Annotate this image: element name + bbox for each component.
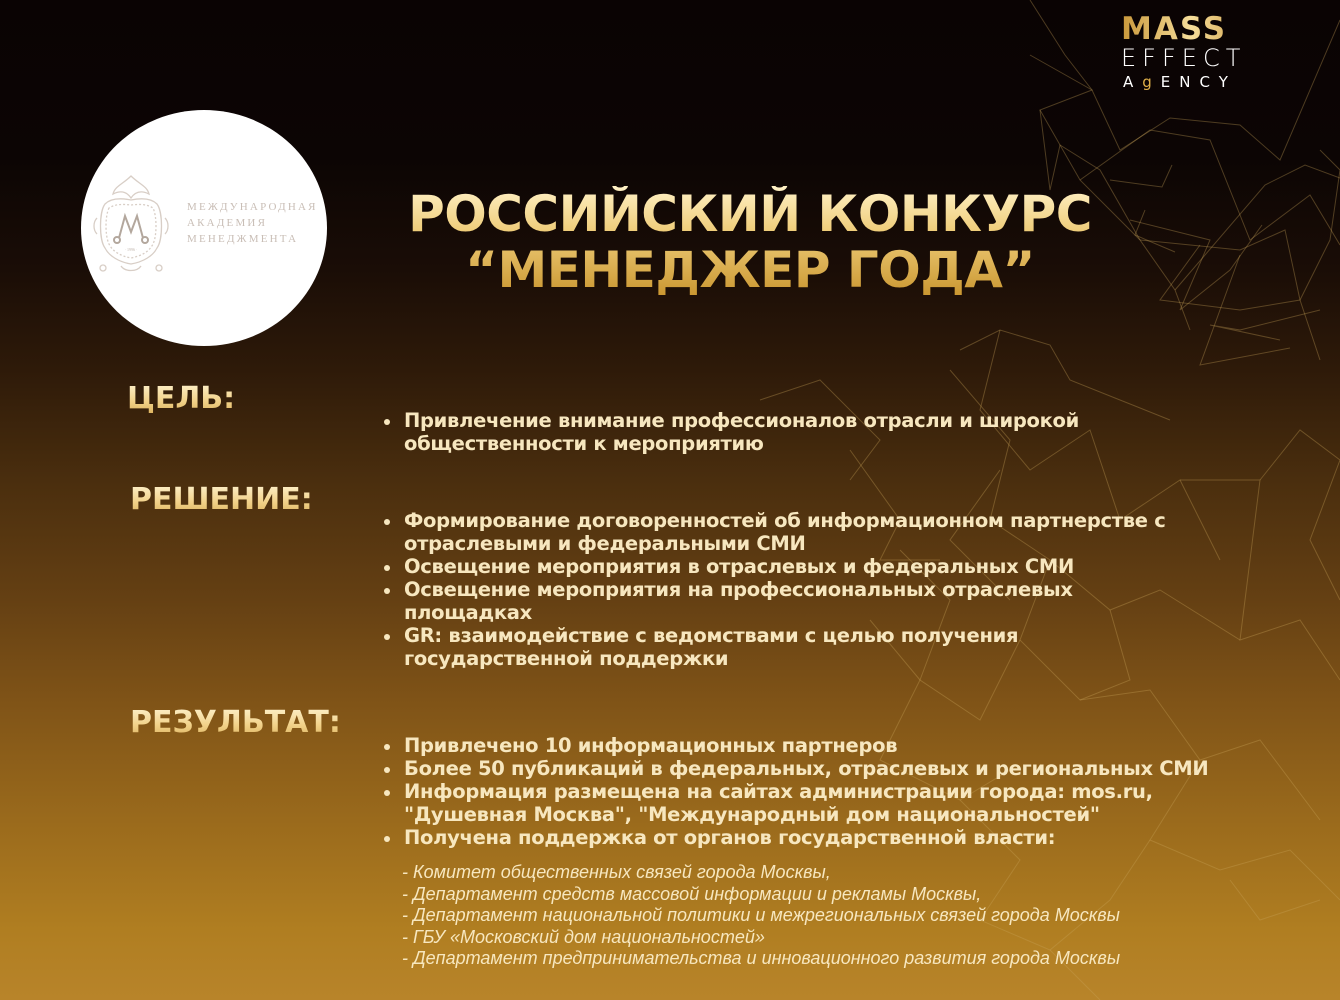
authority-item: - Комитет общественных связей города Москвы, (402, 862, 831, 882)
org-name-line: АКАДЕМИЯ (187, 217, 268, 229)
logo-agency-g: g (1142, 73, 1161, 91)
solution-heading: РЕШЕНИЕ: (130, 482, 313, 517)
svg-text:· 1996 ·: · 1996 · (124, 247, 138, 252)
client-org-name (187, 199, 318, 247)
solution-list-item: Формирование договоренностей об информационном партнерстве с отраслевыми и федеральными СМИ (382, 509, 1264, 555)
client-logo-circle (81, 110, 327, 346)
agency-logo (1121, 11, 1261, 92)
authority-item: - Департамент предпринимательства и инновационного развития города Москвы (402, 948, 1121, 969)
solution-list-item: Освещение мероприятия на профессиональных отраслевых площадках (382, 578, 1184, 624)
logo-mass-text: MASS (1121, 14, 1261, 44)
title-line-1: РОССИЙСКИЙ КОНКУРС (408, 185, 1092, 243)
logo-agency-rest: ENCY (1160, 73, 1237, 91)
result-list (382, 734, 1322, 849)
page-title (360, 186, 1140, 298)
goal-list (382, 409, 1104, 455)
goal-list-item: Привлечение внимание профессионалов отрасли и широкой общественности к мероприятию (382, 409, 1104, 455)
authority-item: - Департамент национальной политики и межрегиональных связей города Москвы (402, 905, 1120, 926)
result-list-item: Получена поддержка от органов государственной власти: (382, 826, 1322, 849)
authority-item: - Департамент средств массовой информации и рекламы Москвы, (402, 883, 982, 904)
solution-list (382, 509, 1282, 670)
org-name-line: МЕНЕДЖМЕНТА (187, 233, 299, 245)
result-list-item: Информация размещена на сайтах администрации города: mos.ru, "Душевная Москва", "Международный дом национальностей" (382, 780, 1234, 826)
logo-effect-text: EFFECT (1121, 44, 1247, 72)
result-list-item: Привлечено 10 информационных партнеров (382, 734, 1322, 757)
crest-emblem-icon (93, 172, 169, 280)
logo-agency-a: A (1123, 73, 1143, 91)
result-list-item: Более 50 публикаций в федеральных, отраслевых и региональных СМИ (382, 757, 1322, 780)
logo-agency-text (1123, 72, 1261, 92)
goal-heading: ЦЕЛЬ: (127, 381, 236, 416)
title-line-2: “МЕНЕДЖЕР ГОДА” (465, 241, 1035, 299)
solution-list-item: GR: взаимодействие с ведомствами с целью получения государственной поддержки (382, 624, 1104, 670)
org-name-line: МЕЖДУНАРОДНАЯ (187, 201, 318, 213)
authority-item: - ГБУ «Московский дом национальностей» (402, 926, 765, 947)
authorities-list (402, 862, 1120, 970)
solution-list-item: Освещение мероприятия в отраслевых и федеральных СМИ (382, 555, 1282, 578)
result-heading: РЕЗУЛЬТАТ: (130, 705, 341, 740)
